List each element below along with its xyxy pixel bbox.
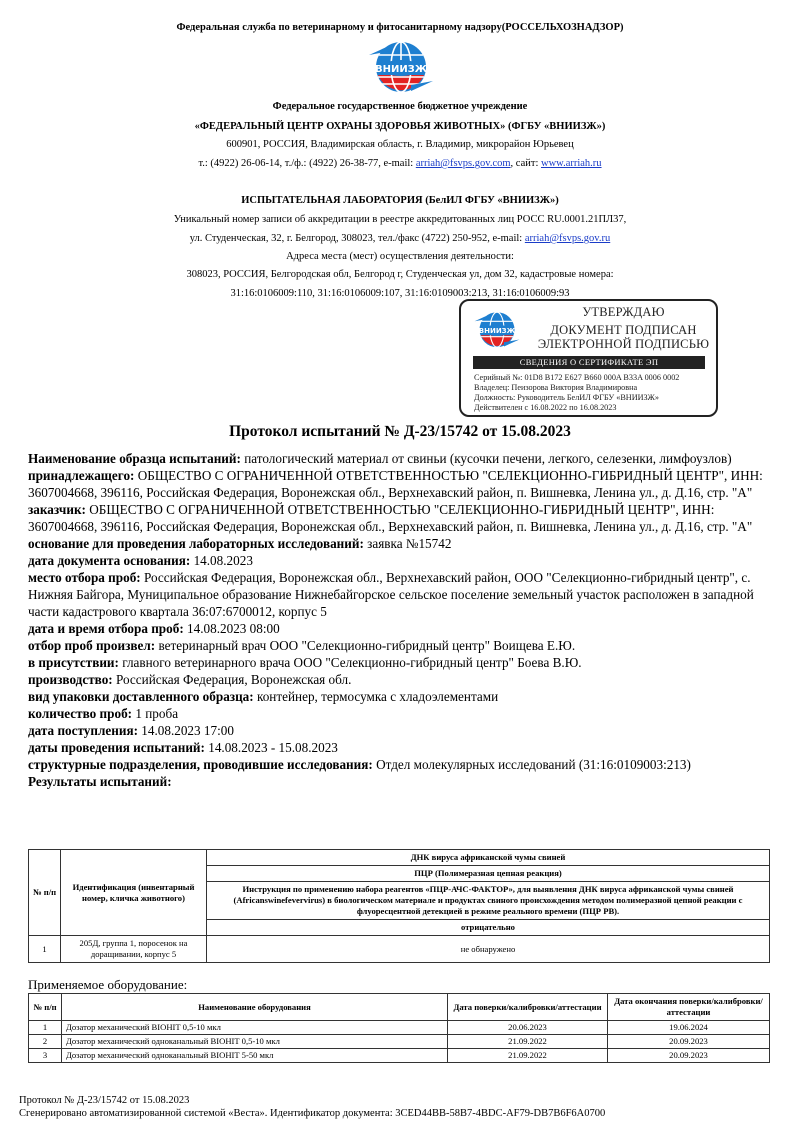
- field-label: заказчик:: [28, 502, 86, 517]
- equipment-title: Применяемое оборудование:: [28, 977, 188, 992]
- stamp-globe-icon: [469, 307, 525, 351]
- eq-num: 3: [29, 1049, 62, 1063]
- field-value: контейнер, термосумка с хладоэлементами: [253, 689, 499, 704]
- field-sampling-place: [28, 569, 778, 620]
- field-value: заявка №15742: [363, 536, 452, 551]
- row-num: 1: [29, 936, 61, 963]
- eq-date: 20.06.2023: [448, 1021, 608, 1035]
- field-label: основание для проведения лабораторных исследований:: [28, 536, 364, 551]
- field-value: патологический материал от свиньи (кусочки печени, легкого, селезенки, лимфоузлов): [240, 451, 732, 466]
- field-label: дата документа основания:: [28, 553, 191, 568]
- eq-end: 20.09.2023: [608, 1035, 770, 1049]
- table-row: [29, 1049, 770, 1063]
- stamp-e-signature: ЭЛЕКТРОННОЙ ПОДПИСЬЮ: [537, 337, 710, 351]
- eq-header-date: Дата поверки/калибровки/аттестации: [448, 994, 608, 1021]
- field-basis-date: [28, 552, 778, 569]
- field-production: [28, 671, 778, 688]
- eq-num: 2: [29, 1035, 62, 1049]
- institution-name: «ФЕДЕРАЛЬНЫЙ ЦЕНТР ОХРАНЫ ЗДОРОВЬЯ ЖИВОТНЫХ» (ФГБУ «ВНИИЗЖ»): [194, 121, 606, 132]
- stamp-serial: Серийный №: 01D8 B172 E627 B660 000A B33A 0006 0002: [474, 373, 680, 382]
- stamp-approve: УТВЕРЖДАЮ: [582, 305, 665, 319]
- field-sampled-by: [28, 637, 778, 654]
- field-value: Российская Федерация, Воронежская обл.: [112, 672, 352, 687]
- eq-date: 21.09.2022: [448, 1035, 608, 1049]
- field-label: дата поступления:: [28, 723, 138, 738]
- site-prefix: , сайт:: [510, 158, 541, 169]
- eq-end: 20.09.2023: [608, 1049, 770, 1063]
- eq-name: Дозатор механический одноканальный BIOHIT 0,5-10 мкл: [62, 1035, 448, 1049]
- stamp-owner: Владелец: Пеизорова Виктория Владимировна: [474, 383, 638, 392]
- col-header-id: Идентификация (инвентарный номер, кличка животного): [61, 850, 207, 936]
- row-id: 205Д, группа 1, поросенок на доращивании, корпус 5: [61, 936, 207, 963]
- field-value: ОБЩЕСТВО С ОГРАНИЧЕННОЙ ОТВЕТСТВЕННОСТЬЮ "СЕЛЕКЦИОННО-ГИБРИДНЫЙ ЦЕНТР", ИНН: 3607004668, 396116, Российская Федерация, Воронежская обл., Верхнехавский район, п. Вишневка, Ленина ул., д. Д.16, стр. "А": [28, 468, 763, 500]
- field-value: 14.08.2023 08:00: [183, 621, 280, 636]
- eq-date: 21.09.2022: [448, 1049, 608, 1063]
- agency-name: Федеральная служба по ветеринарному и фитосанитарному надзору(РОССЕЛЬХОЗНАДЗОР): [176, 22, 624, 33]
- field-packaging: [28, 688, 778, 705]
- field-sample-count: [28, 705, 778, 722]
- vniizzh-logo: [361, 37, 441, 95]
- col-header-num: № п/п: [29, 850, 61, 936]
- protocol-fields: [28, 450, 778, 790]
- field-departments: [28, 756, 778, 773]
- lab-address-text: ул. Студенческая, 32, г. Белгород, 308023, тел./факс (4722) 250-952, e-mail:: [189, 233, 525, 244]
- stamp-position: Должность: Руководитель БелИЛ ФГБУ «ВНИИЗЖ»: [474, 393, 659, 402]
- stamp-logo: [469, 307, 525, 356]
- activity-label: Адреса места (мест) осуществления деятельности:: [286, 251, 514, 262]
- email-link[interactable]: arriah@fsvps.gov.com: [415, 158, 511, 169]
- field-label: структурные подразделения, проводившие исследования:: [28, 757, 373, 772]
- e-signature-stamp: [459, 299, 718, 417]
- field-label: производство:: [28, 672, 113, 687]
- field-value: 14.08.2023 17:00: [137, 723, 234, 738]
- svg-text:ВНИИЗЖ: ВНИИЗЖ: [374, 64, 428, 75]
- field-label: Результаты испытаний:: [28, 774, 172, 789]
- institution-contacts: [0, 158, 800, 169]
- field-presence: [28, 654, 778, 671]
- field-value: главного ветеринарного врача ООО "Селекционно-гибридный центр" Боева В.Ю.: [118, 655, 582, 670]
- field-label: отбор проб произвел:: [28, 638, 156, 653]
- norm-header: отрицательно: [207, 920, 770, 936]
- contacts-text: т.: (4922) 26-06-14, т./ф.: (4922) 26-38-77, e-mail:: [198, 158, 416, 169]
- field-label: дата и время отбора проб:: [28, 621, 184, 636]
- field-label: количество проб:: [28, 706, 133, 721]
- results-table: [28, 849, 770, 963]
- activity-address: 308023, РОССИЯ, Белгородская обл, Белгород г, Студенческая ул, дом 32, кадастровые номера:: [186, 269, 614, 280]
- field-customer: [28, 501, 778, 535]
- field-label: место отбора проб:: [28, 570, 141, 585]
- method-header: ПЦР (Полимеразная цепная реакция): [207, 866, 770, 882]
- field-value: ветеринарный врач ООО "Селекционно-гибридный центр" Воищева Е.Ю.: [155, 638, 576, 653]
- field-value: Российская Федерация, Воронежская обл., Верхнехавский район, ООО "Селекционно-гибридный центр", с. Нижняя Байгора, Муниципальное образование Нижнебайгорское сельское поселение земельный участок расположен в западной части кадастрового квартала 36:07:6700012, корпус 5: [28, 570, 754, 619]
- eq-name: Дозатор механический одноканальный BIOHIT 5-50 мкл: [62, 1049, 448, 1063]
- field-received: [28, 722, 778, 739]
- field-sample-name: [28, 450, 778, 467]
- eq-header-end: Дата окончания поверки/калибровки/аттестации: [608, 994, 770, 1021]
- lab-address: [0, 233, 800, 244]
- eq-header-name: Наименование оборудования: [62, 994, 448, 1021]
- globe-logo-icon: [361, 37, 441, 95]
- lab-accreditation: Уникальный номер записи об аккредитации в реестре аккредитованных лиц РОСС RU.0001.21ПЛ37,: [173, 214, 627, 225]
- field-value: Отдел молекулярных исследований (31:16:0109003:213): [372, 757, 691, 772]
- field-value: 14.08.2023: [190, 553, 253, 568]
- stamp-cert-bar: СВЕДЕНИЯ О СЕРТИФИКАТЕ ЭП: [473, 356, 705, 369]
- eq-end: 19.06.2024: [608, 1021, 770, 1035]
- results-heading: [28, 773, 778, 790]
- eq-name: Дозатор механический BIOHIT 0,5-10 мкл: [62, 1021, 448, 1035]
- svg-text:ВНИИЗЖ: ВНИИЗЖ: [478, 327, 516, 336]
- field-test-dates: [28, 739, 778, 756]
- field-label: Наименование образца испытаний:: [28, 451, 241, 466]
- table-row: [29, 1021, 770, 1035]
- table-row: [29, 1035, 770, 1049]
- field-basis: [28, 535, 778, 552]
- protocol-title: Протокол испытаний № Д-23/15742 от 15.08.2023: [229, 423, 571, 440]
- field-value: 1 проба: [132, 706, 179, 721]
- equipment-table: [28, 993, 770, 1063]
- field-label: принадлежащего:: [28, 468, 135, 483]
- stamp-valid: Действителен с 16.08.2022 по 16.08.2023: [474, 403, 617, 412]
- field-label: даты проведения испытаний:: [28, 740, 205, 755]
- indicator-header: ДНК вируса африканской чумы свиней: [207, 850, 770, 866]
- field-value: ОБЩЕСТВО С ОГРАНИЧЕННОЙ ОТВЕТСТВЕННОСТЬЮ "СЕЛЕКЦИОННО-ГИБРИДНЫЙ ЦЕНТР", ИНН: 3607004668, 396116, Российская Федерация, Воронежская обл., Верхнехавский район, п. Вишневка, Ленина ул., д. Д.16, стр. "А": [28, 502, 753, 534]
- field-owner: [28, 467, 778, 501]
- institution-type: Федеральное государственное бюджетное учреждение: [272, 101, 528, 112]
- lab-email-link[interactable]: arriah@fsvps.gov.ru: [524, 233, 611, 244]
- institution-address: 600901, РОССИЯ, Владимирская область, г. Владимир, микрорайон Юрьевец: [226, 139, 574, 150]
- eq-header-num: № п/п: [29, 994, 62, 1021]
- field-label: вид упаковки доставленного образца:: [28, 689, 254, 704]
- field-sampling-datetime: [28, 620, 778, 637]
- field-value: 14.08.2023 - 15.08.2023: [204, 740, 338, 755]
- footer-generated: Сгенерировано автоматизированной системой «Веста». Идентификатор документа: 3CED44BB-58B7-4BDC-AF79-DB7B6F6A0700: [19, 1108, 606, 1119]
- instruction-header: Инструкция по применению набора реагентов «ПЦР-АЧС-ФАКТОР», для выявления ДНК вируса африканской чумы свиней (Africanswinefevervirus) в биологическом материале и продуктах свиного происхождения методом полимеразной цепной реакции с флуоресцентной детекцией в режиме реального времени (ПЦР РВ).: [207, 882, 770, 920]
- stamp-signed: ДОКУМЕНТ ПОДПИСАН: [550, 323, 697, 337]
- cadastral-numbers: 31:16:0106009:110, 31:16:0106009:107, 31:16:0109003:213, 31:16:0106009:93: [230, 288, 570, 299]
- table-row: [29, 936, 770, 963]
- eq-num: 1: [29, 1021, 62, 1035]
- lab-title: ИСПЫТАТЕЛЬНАЯ ЛАБОРАТОРИЯ (БелИЛ ФГБУ «ВНИИЗЖ»): [241, 195, 559, 206]
- row-result: не обнаружено: [207, 936, 770, 963]
- field-label: в присутствии:: [28, 655, 119, 670]
- footer-protocol: Протокол № Д-23/15742 от 15.08.2023: [19, 1095, 190, 1106]
- site-link[interactable]: www.arriah.ru: [541, 158, 602, 169]
